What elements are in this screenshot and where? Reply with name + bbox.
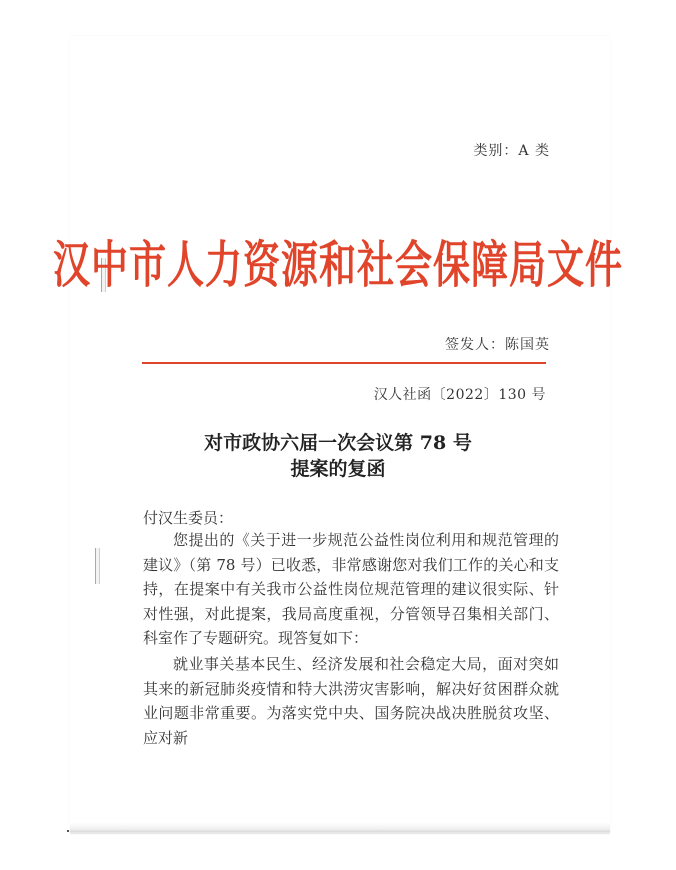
subject-title-line-1: 对市政协六届一次会议第 78 号: [204, 432, 472, 454]
body-paragraph-2: 就业事关基本民生、经济发展和社会稳定大局，面对突如其来的新冠肺炎疫情和特大洪涝灾害影响，解决好贫困群众就业问题非常重要。为落实党中央、国务院决战决胜脱贫攻坚、应对新: [143, 655, 559, 747]
document-number: 汉人社函〔2022〕130 号: [373, 387, 546, 403]
document-header-title: 汉中市人力资源和社会保障局文件: [53, 236, 623, 295]
body-paragraph-1: 您提出的《关于进一步规范公益性岗位利用和规范管理的建议》（第 78 号）已收悉，非常感谢您对我们工作的关心和支持，在提案中有关我市公益性岗位规范管理的建议很实际、针对性强，对此提案，我局高度重视，分管领导召集相关部门、科室作了专题研究。现答复如下：: [143, 531, 559, 647]
staple-bottom: [95, 548, 100, 584]
salutation: 付汉生委员：: [143, 509, 234, 527]
page-bottom-edge: [70, 822, 610, 832]
scan-speck: [67, 830, 69, 832]
issuer-signature: 签发人：陈国英: [445, 337, 550, 353]
red-divider-line: [142, 362, 546, 364]
subject-title-line-2: 提案的复函: [290, 458, 386, 480]
document-category: 类别：A 类: [473, 143, 550, 159]
